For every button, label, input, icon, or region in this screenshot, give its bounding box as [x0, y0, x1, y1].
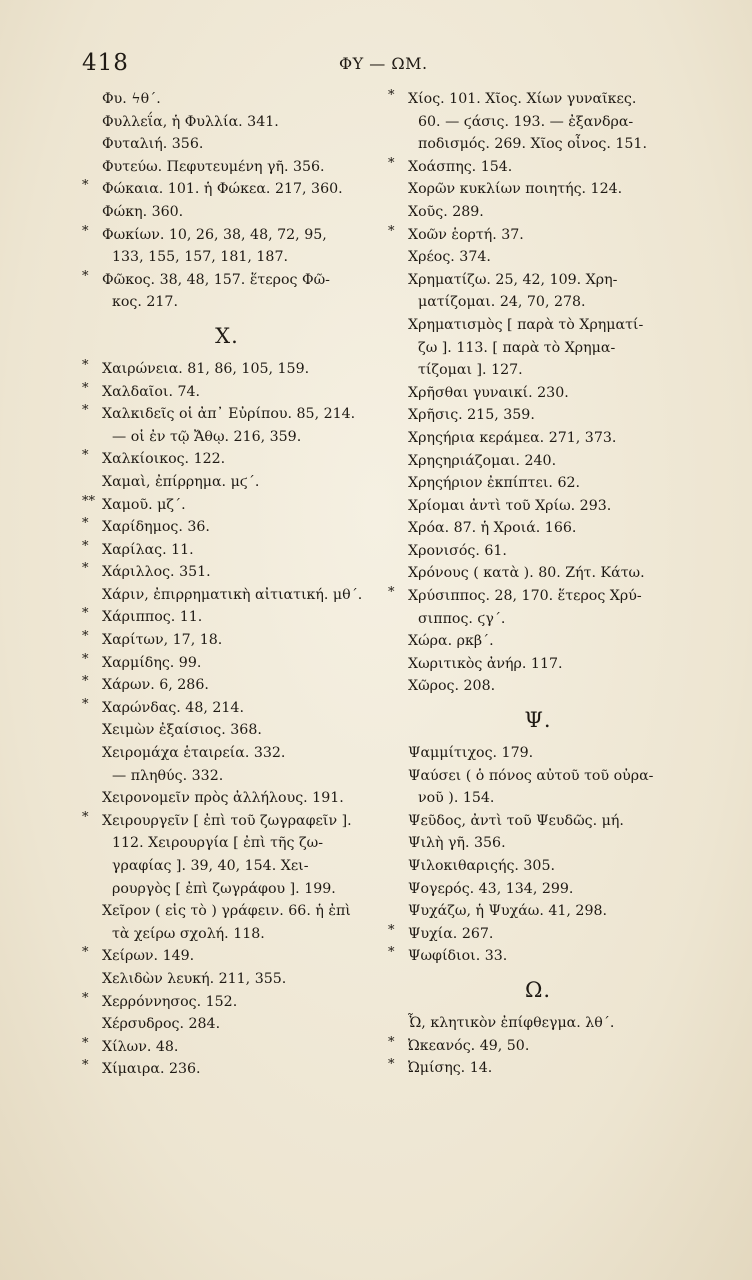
asterisk-marker: * — [82, 606, 89, 622]
index-entry — [388, 382, 688, 405]
asterisk-marker: * — [82, 357, 89, 373]
index-entry-text: Χρηςηριάζομαι. 240. — [408, 452, 557, 469]
index-entry-text: Χαλκίοικος. 122. — [102, 451, 226, 468]
asterisk-marker: * — [82, 809, 89, 825]
index-entry-text: Χίλων. 48. — [102, 1038, 179, 1055]
index-entry-text: Χειρομάχα ἑταιρεία. 332. — πληθύς. 332. — [102, 745, 286, 784]
index-entry-text: Φώκαια. 101. ἡ Φώκεα. 217, 360. — [102, 181, 343, 198]
index-entry — [82, 584, 372, 607]
index-entry — [388, 810, 688, 833]
asterisk-marker: * — [82, 651, 89, 667]
index-entry — [388, 878, 688, 901]
index-entry-text: Χερρόννησος. 152. — [102, 993, 238, 1010]
index-entry-text: Χώρα. ρκβ΄. — [408, 633, 494, 650]
index-entry — [82, 1013, 372, 1036]
asterisk-marker: * — [82, 945, 89, 961]
index-entry-text: Χρόνους ( κατὰ ). 80. Ζήτ. Κάτω. — [408, 565, 645, 582]
index-entry-text: Χῶρος. 208. — [408, 678, 496, 695]
index-entry-text: Ψωφίδιοι. 33. — [408, 948, 508, 965]
index-entry-text: Ψιλοκιθαριςής. 305. — [408, 858, 555, 874]
index-entry-text: Χορῶν κυκλίων ποιητής. 124. — [408, 181, 623, 198]
index-entry — [82, 1058, 372, 1081]
asterisk-marker: * — [82, 561, 89, 577]
index-entry-text: Ὦ, κλητικὸν ἐπίφθεγμα. λθ΄. — [408, 1014, 615, 1031]
index-entry — [388, 585, 688, 630]
index-column-left — [82, 88, 372, 1081]
index-entry-text: Χάριν, ἐπιρρηματικὴ αἰτιατική. μθ΄. — [102, 586, 363, 603]
index-entry-text: Ψογερός. 43, 134, 299. — [408, 880, 574, 897]
index-entry-text: Ψαύσει ( ὁ πόνος αὐτοῦ τοῦ οὐρα- νοῦ ). 154. — [408, 767, 654, 807]
index-entry — [82, 991, 372, 1014]
asterisk-marker: * — [388, 155, 395, 171]
index-entry — [82, 719, 372, 742]
index-entry — [82, 88, 372, 111]
index-entry-text: Χειρουργεῖν [ ἐπὶ τοῦ ζωγραφεῖν ]. 112. Χειρουργία [ ἐπὶ τῆς ζω- γραφίας ]. 39, 40, 154. Χει- ρουργὸς [ ἐπὶ ζωγράφου ]. 199. — [102, 812, 352, 897]
index-entry — [388, 201, 688, 224]
index-entry-text: Χίος. 101. Χῖος. Χίων γυναῖκες. 60. — ϛάσις. 193. — ἐξανδρα- ποδισμός. 269. Χῖος οἶνος. 151. — [408, 91, 647, 153]
index-entry — [388, 832, 688, 855]
index-entry — [82, 539, 372, 562]
index-entry — [388, 675, 688, 698]
running-head: ΦΥ — ΩΜ. — [339, 54, 428, 73]
index-entry-text: Φυλλεΐα, ἡ Φυλλία. 341. — [102, 113, 279, 130]
index-entry — [82, 561, 372, 584]
index-entry-text: Χρόα. 87. ἡ Χροιά. 166. — [408, 520, 577, 537]
index-entry — [82, 111, 372, 134]
index-entry — [388, 495, 688, 518]
index-entry-text: Ὠκεανός. 49, 50. — [408, 1037, 530, 1054]
asterisk-marker: * — [388, 88, 395, 103]
index-entry — [388, 156, 688, 179]
index-entry — [82, 900, 372, 945]
asterisk-marker: * — [82, 674, 89, 690]
index-entry — [82, 810, 372, 900]
index-entry-text: Χρύσιππος. 28, 170. ἕτερος Χρύ- σιππος. ϛγ΄. — [408, 588, 642, 627]
index-entry — [82, 742, 372, 787]
index-entry — [388, 1057, 688, 1080]
index-entry-text: Φυ. ϟθ΄. — [102, 91, 161, 107]
asterisk-marker: * — [388, 585, 395, 601]
index-entry-text: Ψιλὴ γῆ. 356. — [408, 835, 506, 852]
index-entry-text: Φῶκος. 38, 48, 157. ἕτερος Φῶ- κος. 217. — [102, 271, 330, 311]
index-entry-text: Χρῆσθαι γυναικί. 230. — [408, 384, 569, 401]
index-entry-text: Φυτεύω. Πεφυτευμένη γῆ. 356. — [102, 158, 325, 175]
index-entry — [388, 765, 688, 810]
asterisk-marker: * — [82, 629, 89, 645]
index-entry — [82, 358, 372, 381]
index-entry-text: Ψαμμίτιχος. 179. — [408, 745, 534, 762]
index-entry — [82, 787, 372, 810]
asterisk-marker: * — [388, 223, 395, 239]
index-entry — [388, 562, 688, 585]
index-entry-text: Χρονισός. 61. — [408, 542, 507, 559]
index-entry-text: Χεῖρον ( εἰς τὸ ) γράφειν. 66. ἡ ἐπὶ τὰ χείρω σχολή. 118. — [102, 903, 351, 942]
index-entry-text: Χαρίτων, 17, 18. — [102, 632, 223, 649]
index-entry — [82, 652, 372, 675]
asterisk-marker: * — [82, 268, 89, 284]
index-entry-text: Χοάσπης. 154. — [408, 158, 513, 175]
index-entry — [82, 494, 372, 517]
index-entry — [388, 855, 688, 878]
index-entry — [82, 269, 372, 314]
index-entry-text: Χαλκιδεῖς οἱ ἀπ᾿ Εὐρίπου. 85, 214. — οἱ ἐν τῷ Ἄθῳ. 216, 359. — [102, 406, 356, 445]
index-entry-text: Χωριτικὸς ἀνήρ. 117. — [408, 655, 563, 672]
index-entry-text: Χαρώνδας. 48, 214. — [102, 699, 244, 716]
index-entry — [388, 923, 688, 946]
index-entry-text: Χάριππος. 11. — [102, 609, 203, 626]
index-entry-text: Χαρίλας. 11. — [102, 541, 194, 558]
index-entry-text: Χελιδὼν λευκή. 211, 355. — [102, 970, 287, 987]
index-entry-text: Χάριλλος. 351. — [102, 564, 211, 581]
index-entry — [82, 697, 372, 720]
index-entry — [388, 742, 688, 765]
asterisk-marker: * — [82, 1035, 89, 1051]
index-entry — [82, 945, 372, 968]
index-entry-text: Χρηματίζω. 25, 42, 109. Χρη- ματίζομαι. 24, 70, 278. — [408, 271, 618, 311]
index-entry-text: Χαρίδημος. 36. — [102, 519, 210, 536]
index-entry-text: Ὠμίσης. 14. — [408, 1060, 493, 1077]
index-entry — [388, 472, 688, 495]
index-entry — [82, 606, 372, 629]
asterisk-marker: * — [82, 990, 89, 1006]
index-entry-text: Χαιρώνεια. 81, 86, 105, 159. — [102, 360, 310, 377]
index-entry — [388, 269, 688, 314]
index-entry-text: Χαρμίδης. 99. — [102, 654, 202, 671]
section-letter: Χ. — [215, 323, 239, 348]
index-entry-text: Χρῆσις. 215, 359. — [408, 407, 535, 424]
index-entry-text: Ψεῦδος, ἀντὶ τοῦ Ψευδῶς. μή. — [408, 812, 624, 829]
index-entry — [388, 88, 688, 156]
index-entry — [82, 471, 372, 494]
index-entry-text: Χαμαὶ, ἐπίρρημα. μϛ΄. — [102, 473, 260, 490]
index-entry — [82, 156, 372, 179]
index-entry — [388, 630, 688, 653]
index-entry — [82, 224, 372, 269]
index-entry-text: Φωκίων. 10, 26, 38, 48, 72, 95, 133, 155, 157, 181, 187. — [102, 226, 327, 266]
index-entry-text: Χοῶν ἑορτή. 37. — [408, 226, 524, 243]
index-entry-text: Χρέος. 374. — [408, 249, 491, 266]
index-entry — [388, 517, 688, 540]
asterisk-marker: * — [82, 516, 89, 532]
section-letter: Ω. — [524, 977, 552, 1002]
index-entry — [388, 1035, 688, 1058]
index-entry — [388, 540, 688, 563]
index-entry-text: Χειρονομεῖν πρὸς ἀλλήλους. 191. — [102, 790, 344, 807]
index-entry — [82, 968, 372, 991]
index-entry — [82, 674, 372, 697]
index-entry — [82, 448, 372, 471]
index-entry — [388, 653, 688, 676]
asterisk-marker: * — [82, 538, 89, 554]
index-entry — [82, 403, 372, 448]
asterisk-marker: * — [388, 1034, 395, 1050]
index-entry-text: Χρηςήριον ἐκπίπτει. 62. — [408, 475, 581, 492]
page-number: 418 — [82, 50, 129, 76]
index-entry — [388, 314, 688, 382]
index-entry — [82, 201, 372, 224]
index-entry-text: Φυταλιή. 356. — [102, 136, 204, 153]
index-entry — [82, 381, 372, 404]
asterisk-marker: * — [82, 178, 89, 194]
index-entry-text: Ψυχάζω, ἡ Ψυχάω. 41, 298. — [408, 903, 608, 920]
index-entry — [82, 133, 372, 156]
index-entry-text: Χειμὼν ἐξαίσιος. 368. — [102, 722, 262, 739]
index-entry — [388, 1012, 688, 1035]
index-entry-text: Φώκη. 360. — [102, 203, 184, 220]
index-entry-text: Χέρσυδρος. 284. — [102, 1016, 221, 1033]
index-entry-text: Χείρων. 149. — [102, 948, 195, 965]
index-entry-text: Χαλδαῖοι. 74. — [102, 383, 201, 400]
asterisk-marker: * — [82, 380, 89, 396]
index-entry — [82, 1036, 372, 1059]
index-entry-text: Χρηματισμὸς [ παρὰ τὸ Χρηματί- ζω ]. 113. [ παρὰ τὸ Χρημα- τίζομαι ]. 127. — [408, 316, 644, 379]
index-entry — [388, 900, 688, 923]
index-entry-text: Χάρων. 6, 286. — [102, 677, 209, 694]
index-entry-text: Χρίομαι ἀντὶ τοῦ Χρίω. 293. — [408, 497, 612, 514]
index-column-right — [388, 88, 688, 1080]
asterisk-marker: * — [82, 223, 89, 239]
asterisk-marker: * — [82, 696, 89, 712]
index-entry — [82, 178, 372, 201]
index-entry-text: Ψυχία. 267. — [408, 925, 494, 942]
asterisk-marker: * — [388, 1057, 395, 1073]
index-entry — [388, 246, 688, 269]
index-entry — [388, 450, 688, 473]
index-entry — [388, 404, 688, 427]
index-entry-text: Χαμοῦ. μζ΄. — [102, 496, 186, 513]
asterisk-marker: * — [82, 1058, 89, 1074]
asterisk-marker: * — [82, 448, 89, 464]
index-entry-text: Χοῦς. 289. — [408, 203, 484, 220]
asterisk-marker: * — [388, 922, 395, 938]
index-entry — [388, 945, 688, 968]
index-entry-text: Χίμαιρα. 236. — [102, 1061, 201, 1078]
index-entry — [82, 516, 372, 539]
asterisk-marker: ** — [82, 493, 95, 509]
index-entry-text: Χρηςήρια κεράμεα. 271, 373. — [408, 429, 617, 446]
index-entry — [82, 629, 372, 652]
index-entry — [388, 427, 688, 450]
section-letter: Ψ. — [524, 708, 552, 733]
asterisk-marker: * — [388, 945, 395, 961]
asterisk-marker: * — [82, 403, 89, 419]
index-entry — [388, 178, 688, 201]
index-entry — [388, 224, 688, 247]
